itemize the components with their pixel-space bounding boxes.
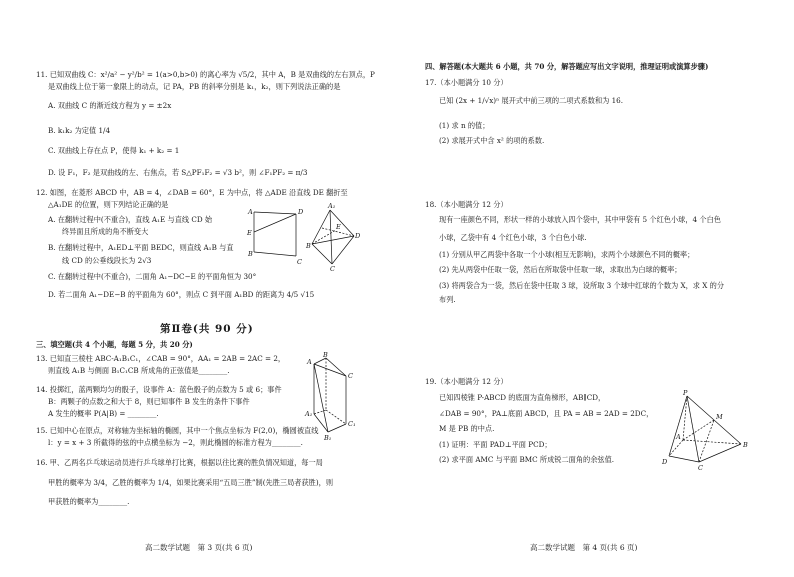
fig19-label-c: C [698, 464, 703, 472]
fig13-label-a1: A₁ [305, 410, 313, 418]
fig12-label-a1: A₁ [328, 202, 336, 210]
right-page [397, 0, 794, 577]
q12-figure [246, 202, 361, 273]
section-4-heading: 四、解答题(本大题共 6 小题，共 70 分，解答题应写出文字说明，推理证明或演算步骤) [425, 62, 709, 71]
q12-line1: 12. 如图，在菱形 ABCD 中，AB = 4，∠DAB = 60°，E 为中点，将 △ADE 沿直线 DE 翻折至 [36, 188, 348, 197]
q14-line1: 14. 投掷红，蓝两颗均匀的骰子，设事件 A：蓝色骰子的点数为 5 或 6；事件 [36, 385, 282, 394]
fig19-label-d: D [662, 458, 668, 466]
fig12-label-b2: B [306, 242, 311, 250]
fig13-label-b: B [323, 351, 328, 359]
q17-part1: (1) 求 n 的值； [439, 121, 490, 130]
fig13-label-a: A [307, 358, 312, 366]
q12-option-a-line1: A. 在翻转过程中(不重合)，直线 A₁E 与直线 CD 始 [48, 215, 213, 224]
q17-line1: 已知 (2x + 1/√x)ⁿ 展开式中前三项的二项式系数和为 16. [439, 96, 624, 105]
fig12-label-c2: C [330, 265, 335, 273]
q19-figure [659, 389, 749, 472]
part-2-title: 第Ⅱ卷(共 90 分) [160, 323, 254, 335]
fig19-label-p: P [683, 389, 688, 397]
q11-option-b: B. k₁k₂ 为定值 1/4 [48, 126, 111, 135]
fig19-label-a: A [676, 433, 681, 441]
q18-part4: 布列. [439, 295, 456, 304]
q12-option-d: D. 若二面角 A₁−DE−B 的平面角为 60°，则点 C 到平面 A₁BD 的距离为 4/5 √15 [48, 290, 315, 299]
right-page-footer: 高二数学试题 第 4 页(共 6 页) [530, 543, 638, 552]
fig19-label-m: M [716, 413, 723, 421]
q19-part2: (2) 求平面 AMC 与平面 BMC 所成锐二面角的余弦值. [439, 455, 615, 464]
fig12-label-d: D [298, 208, 304, 216]
q19-line1: 已知四棱锥 P-ABCD 的底面为直角梯形，AB∥CD， [439, 393, 606, 402]
q18-part1: (1) 分别从甲乙两袋中各取一个小球(相互无影响)，求两个小球颜色不同的概率； [439, 250, 695, 259]
fig12-label-d2: D [355, 232, 361, 240]
q19-line3: M 是 PB 的中点. [439, 424, 495, 433]
q15-line1: 15. 已知中心在原点，对称轴为坐标轴的椭圆，其中一个焦点坐标为 F(2,0)，椭圆被直线 [36, 426, 319, 435]
fig12-label-c: C [297, 258, 302, 266]
q12-option-c: C. 在翻转过程中(不重合)，二面角 A₁−DC−E 的平面角恒为 30° [48, 272, 257, 281]
fig12-label-b: B [248, 250, 253, 258]
q14-line2: B：两颗子的点数之和大于 8，则已知事件 B 发生的条件下事件 [48, 397, 250, 406]
fig12-label-e: E [247, 229, 252, 237]
fig12-label-e2: E [336, 223, 341, 231]
q11-line2: 是双曲线上位于第一象限上的动点，记 PA，PB 的斜率分别是 k₁，k₂，则下列说法正确的是 [48, 82, 341, 91]
q11-option-c: C. 双曲线上存在点 P，使得 k₁ + k₂ = 1 [48, 146, 180, 155]
q11-option-a: A. 双曲线 C 的渐近线方程为 y = ±2x [48, 101, 172, 110]
q18-heading: 18.（本小题满分 12 分） [425, 200, 508, 209]
fig13-label-b1: B₁ [324, 434, 332, 442]
q19-heading: 19.（本小题满分 12 分） [425, 377, 508, 386]
fig12-label-a: A [248, 208, 253, 216]
q12-option-b-line1: B. 在翻转过程中，A₁ED⊥平面 BEDC，则直线 A₁B 与直 [48, 243, 234, 252]
fig19-label-b: B [743, 441, 748, 449]
q19-line2: ∠DAB = 90°，PA⊥底面 ABCD，且 PA = AB = 2AD = 2DC， [439, 409, 654, 418]
q11-line1: 11. 已知双曲线 C：x²/a² − y²/b² = 1(a>0,b>0) 的离心率为 √5/2，其中 A，B 是双曲线的左右顶点，P [36, 70, 375, 79]
q14-line3: A 发生的概率 P(A|B) = ________. [48, 409, 159, 418]
q12-option-a-line2: 终异面且所成的角不断变大 [62, 227, 149, 236]
q13-line1: 13. 已知直三棱柱 ABC-A₁B₁C₁，∠CAB = 90°，AA₁ = 2AB = 2AC = 2， [36, 354, 286, 363]
q16-line1: 16. 甲、乙两名乒乓球运动员进行乒乓球单打比赛，根据以往比赛的胜负情况知道，每一局 [36, 458, 323, 467]
q18-part2: (2) 先从两袋中任取一袋，然后在所取袋中任取一球，求取出为白球的概率； [439, 265, 682, 274]
q16-line3: 甲获胜的概率为________. [48, 497, 130, 506]
q13-line2: 则直线 A₁B 与侧面 B₁C₁CB 所成角的正弦值是________. [48, 366, 230, 375]
q15-line2: l：y = x + 3 所截得的弦的中点横坐标为 −2，则此椭圆的标准方程为________. [48, 438, 303, 447]
q12-option-b-line2: 线 CD 的公垂线段长为 2√3 [62, 256, 152, 265]
q11-option-d: D. 设 F₁，F₂ 是双曲线的左、右焦点，若 S△PF₁F₂ = √3 b²，则 ∠F₁PF₂ = π/3 [48, 168, 308, 177]
q18-line2: 小球，乙袋中有 4 个红色小球，3 个白色小球. [439, 233, 587, 242]
q12-line2: △A₁DE 的位置，则下列结论正确的是 [48, 200, 169, 209]
left-page-footer: 高二数学试题 第 3 页(共 6 页) [145, 543, 253, 552]
q18-part3: (3) 将两袋合为一袋，然后在袋中任取 3 球，设所取 3 个球中红球的个数为 X，求 X 的分 [439, 281, 725, 290]
q17-heading: 17.（本小题满分 10 分） [425, 78, 508, 87]
q17-part2: (2) 求展开式中含 x² 的项的系数. [439, 136, 545, 145]
section-3-heading: 三、填空题(共 4 个小题，每题 5 分，共 20 分) [36, 340, 193, 349]
q19-part1: (1) 证明：平面 PAD⊥平面 PCD； [439, 440, 552, 449]
q18-line1: 现有一座颜色不同，形状一样的小球放入四个袋中，其中甲袋有 5 个红色小球，4 个白色 [439, 215, 721, 224]
fig13-label-c1: C₁ [348, 420, 356, 428]
fig13-label-c: C [348, 372, 353, 380]
q16-line2: 甲胜的概率为 3/4，乙胜的概率为 1/4，如果比赛采用“五局三胜”制(先胜三局者获胜)，则 [48, 478, 334, 487]
